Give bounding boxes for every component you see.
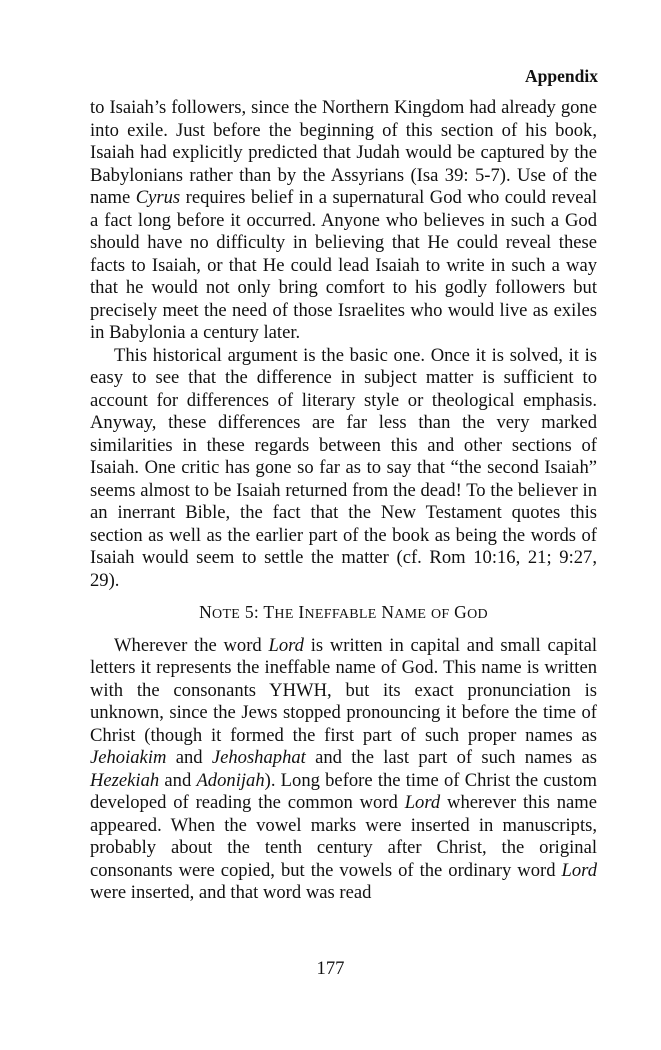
italic-text-run: Jehoiakim xyxy=(90,747,167,768)
italic-text-run: Lord xyxy=(404,792,441,813)
italic-text-run: Lord xyxy=(561,859,597,881)
italic-text-run: Lord xyxy=(268,634,304,656)
text-run: Wherever the word xyxy=(114,634,269,656)
italic-text-run: Cyrus xyxy=(135,187,181,208)
heading-text-run: NEFFABLE xyxy=(304,607,377,622)
heading-text-run: 5: T xyxy=(240,602,275,622)
text-run: is written in capital and small capital letters it represents the ineffable name of God. This name is written with the consonants YHWH, but its exact pronunciation is unknown, since the Jews stopped pronouncing it before the time of Christ (though it formed the first part of such proper names as xyxy=(90,634,597,746)
heading-text-run: OTE xyxy=(212,607,241,622)
heading-text-run: N xyxy=(376,602,395,622)
text-run: This historical argument is the basic one. Once it is solved, it is easy to see that the difference in subject matter is sufficient to account for differences of literary style or theological emphasis. Anyway, these differences are far less than the very marked similarities in these regards between this and other sections of Isaiah. One critic has gone so far as to say that “the second Isaiah” seems almost to be Isaiah returned from the dead! To the believer in an inerrant Bible, the fact that the New Testament quotes this section as well as the earlier part of the book as being the words of Isaiah would seem to settle the matter (cf. Rom 10:16, 21; 9:27, 29). xyxy=(90,344,597,591)
paragraph-ineffable-name xyxy=(90,635,597,905)
italic-text-run: Hezekiah xyxy=(90,769,160,791)
heading-text-run: G xyxy=(449,602,468,622)
text-run: wherever this name appeared. When the vowel marks were inserted in manuscripts, probably about the tenth century after Christ, the original consonants were copied, but the vowels of the ordinary word xyxy=(90,792,597,881)
heading-text-run: HE xyxy=(274,607,294,622)
text-run: and the last part of such names as xyxy=(305,747,597,768)
heading-text-run: AME xyxy=(394,607,427,622)
section-heading xyxy=(90,601,597,627)
page-number: 177 xyxy=(316,958,345,979)
italic-text-run: Adonijah xyxy=(196,769,265,791)
heading-text-run: OD xyxy=(467,607,488,622)
paragraph-isaiah-followers xyxy=(90,97,597,345)
heading-text-run: I xyxy=(293,602,305,622)
italic-text-run: Jehoshaphat xyxy=(211,747,306,768)
text-run: requires belief in a supernatural God who could reveal a fact long before it occurred. Anyone who believes in such a God should have no difficulty in believing that He could reveal these facts to Isaiah, or that He could lead Isaiah to write in such a way that he would not only bring comfort to his godly followers but precisely meet the need of those Israelites who would live as exiles in Babylonia a century later. xyxy=(90,187,597,343)
text-run: to Isaiah’s followers, since the Northern Kingdom had already gone into exile. Just before the beginning of this section of his book, Isaiah had explicitly predicted that Judah would be captured by the Babylonians rather than by the Assyrians (Isa 39: 5-7). Use of the name xyxy=(90,97,597,208)
text-run: and xyxy=(159,769,197,791)
heading-text-run: N xyxy=(199,602,213,622)
heading-text-run: OF xyxy=(430,607,450,622)
running-header: Appendix xyxy=(525,66,598,86)
body-text xyxy=(90,97,597,905)
text-run: ). Long before the time of Christ the custom developed of reading the common word xyxy=(90,769,597,813)
paragraph-historical-argument xyxy=(90,345,597,593)
text-run: and xyxy=(166,747,212,768)
text-run: were inserted, and that word was read xyxy=(90,882,372,903)
